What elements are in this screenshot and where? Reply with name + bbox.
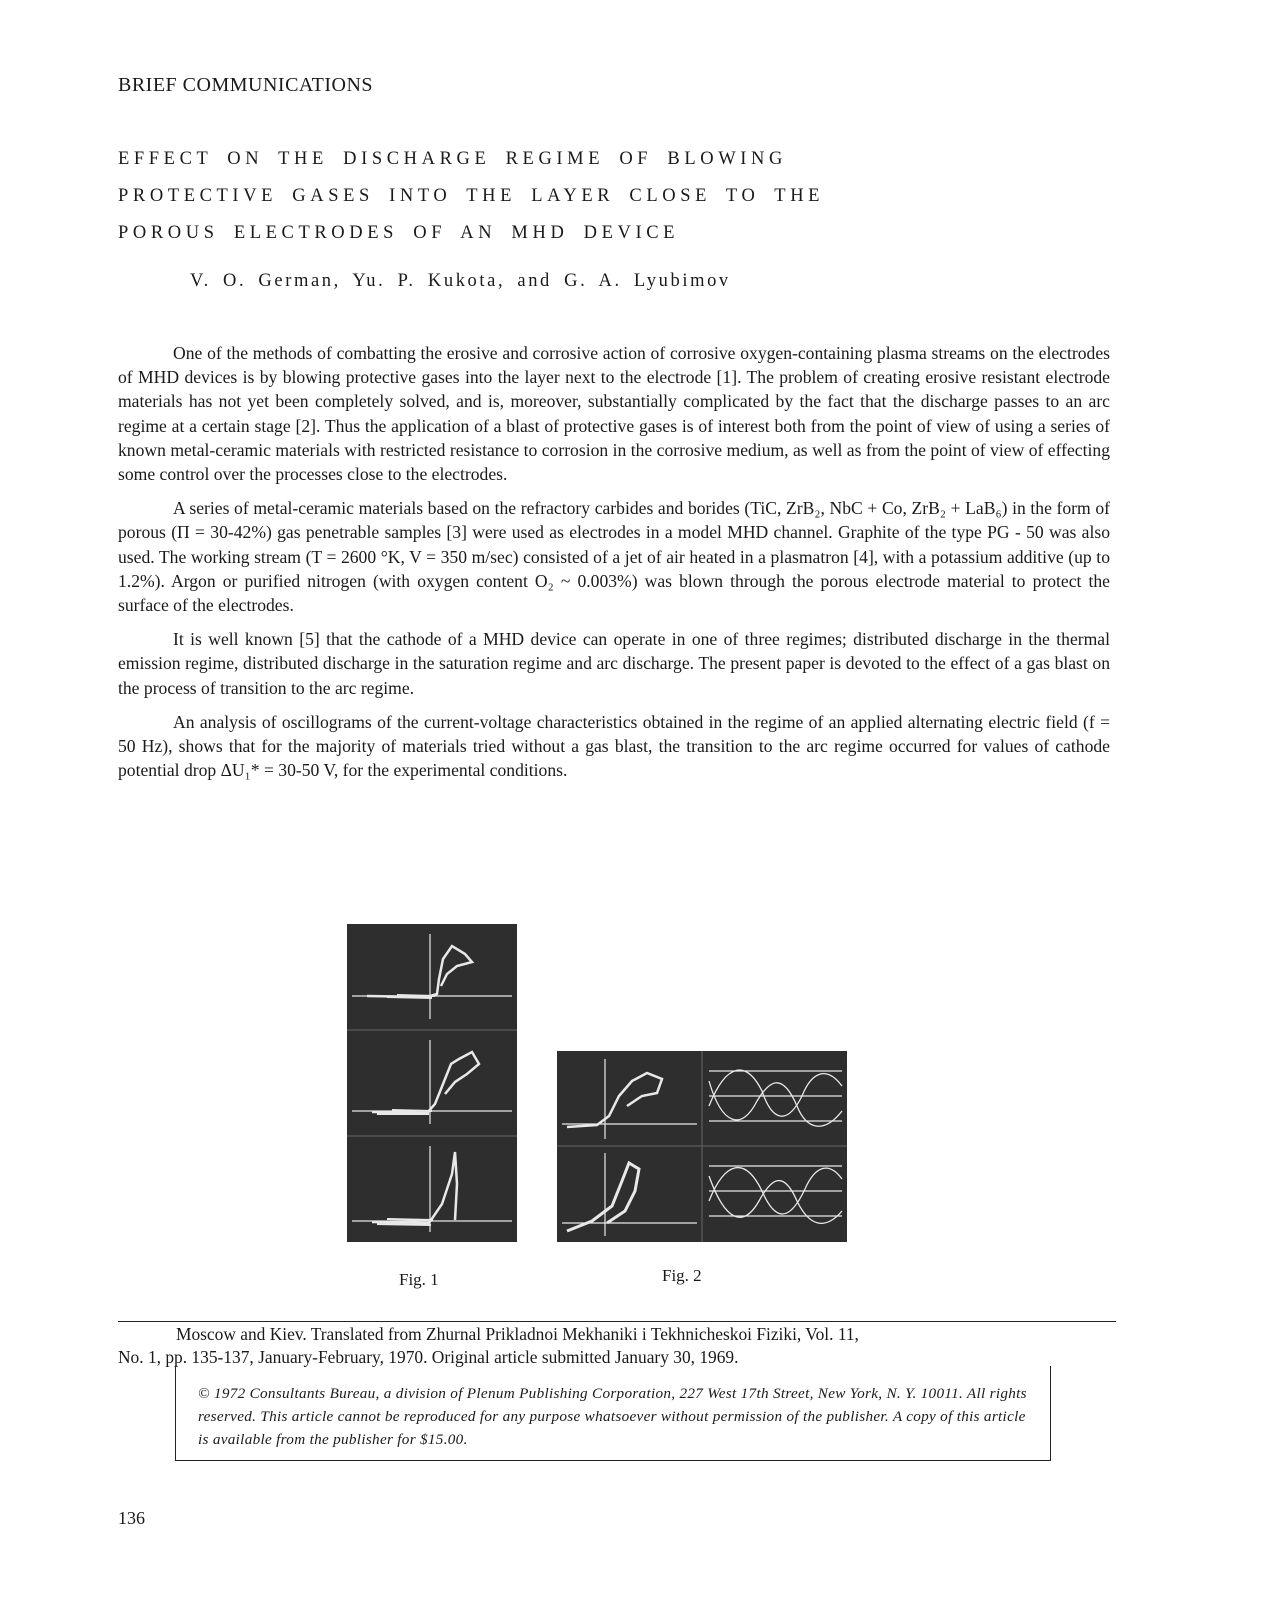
section-heading: BRIEF COMMUNICATIONS: [118, 74, 374, 96]
article-body: [118, 341, 1110, 792]
page-number: 136: [118, 1508, 145, 1528]
paragraph-3: It is well known [5] that the cathode of a MHD device can operate in one of three regimes; distributed discharge in the thermal emission regime, distributed discharge in the saturation regime and arc discharge. The present paper is devoted to the effect of a gas blast on the process of transition to the arc regime.: [118, 629, 1110, 698]
figure-2-image: [557, 1051, 847, 1242]
figure-2-oscillograms: [557, 1051, 847, 1242]
article-title-line-2: PROTECTIVE GASES INTO THE LAYER CLOSE TO THE: [118, 186, 825, 206]
copyright-notice: © 1972 Consultants Bureau, a division of Plenum Publishing Corporation, 227 West 17th Street, New York, N. Y. 10011. All rights reserved. This article cannot be reproduced for any purpose whatsoever without permission of the publisher. A copy of this article is available from the publisher for $15.00.: [198, 1385, 1027, 1448]
paragraph-4: An analysis of oscillograms of the current-voltage characteristics obtained in the regime of an applied alternating electric field (f = 50 Hz), shows that for the majority of materials tried without a gas blast, the transition to the arc regime occurred for values of cathode potential drop ΔU₁* = 30-50 V, for the experimental conditions.: [118, 711, 1110, 781]
article-title-line-3: POROUS ELECTRODES OF AN MHD DEVICE: [118, 223, 680, 243]
figure-1-caption: Fig. 1: [399, 1270, 439, 1289]
paragraph-1: One of the methods of combatting the erosive and corrosive action of corrosive oxygen-containing plasma streams on the electrodes of MHD devices is by blowing protective gases into the layer next to the electrode [1]. The problem of creating erosive resistant electrode materials has not yet been completely solved, and is, moreover, substantially complicated by the fact that the discharge passes to an arc regime at a certain stage [2]. Thus the application of a blast of protective gases is of interest both from the point of view of using a series of known metal-ceramic materials with restricted resistance to corrosion in the corrosive medium, as well as from the point of view of effecting some control over the processes close to the electrodes.: [118, 343, 1110, 485]
figure-1-oscillograms: [347, 924, 517, 1242]
footnote: [118, 1323, 1093, 1369]
footnote-rule: [118, 1321, 1116, 1322]
figure-1-image: [347, 924, 517, 1242]
footnote-line-2: No. 1, pp. 135-137, January-February, 1970. Original article submitted January 30, 1969.: [118, 1347, 739, 1367]
figure-2-caption: Fig. 2: [662, 1266, 702, 1285]
article-authors: V. O. German, Yu. P. Kukota, and G. A. Lyubimov: [190, 271, 731, 291]
article-title-line-1: EFFECT ON THE DISCHARGE REGIME OF BLOWING: [118, 149, 787, 169]
copyright-box: [175, 1366, 1051, 1461]
paragraph-2: A series of metal-ceramic materials based on the refractory carbides and borides (TiC, ZrB₂, NbC + Co, ZrB₂ + LaB₆) in the form of porous (Π = 30-42%) gas penetrable samples [3] were used as electrodes in a model MHD channel. Graphite of the type PG - 50 was also used. The working stream (T = 2600 °K, V = 350 m/sec) consisted of a jet of air heated in a plasmatron [4], with a potassium additive (up to 1.2%). Argon or purified nitrogen (with oxygen content O₂ ~ 0.003%) was blown through the porous electrode material to protect the surface of the electrodes.: [118, 498, 1110, 616]
footnote-line-1: Moscow and Kiev. Translated from Zhurnal Prikladnoi Mekhaniki i Tekhnicheskoi Fiziki, Vol. 11,: [176, 1324, 859, 1344]
